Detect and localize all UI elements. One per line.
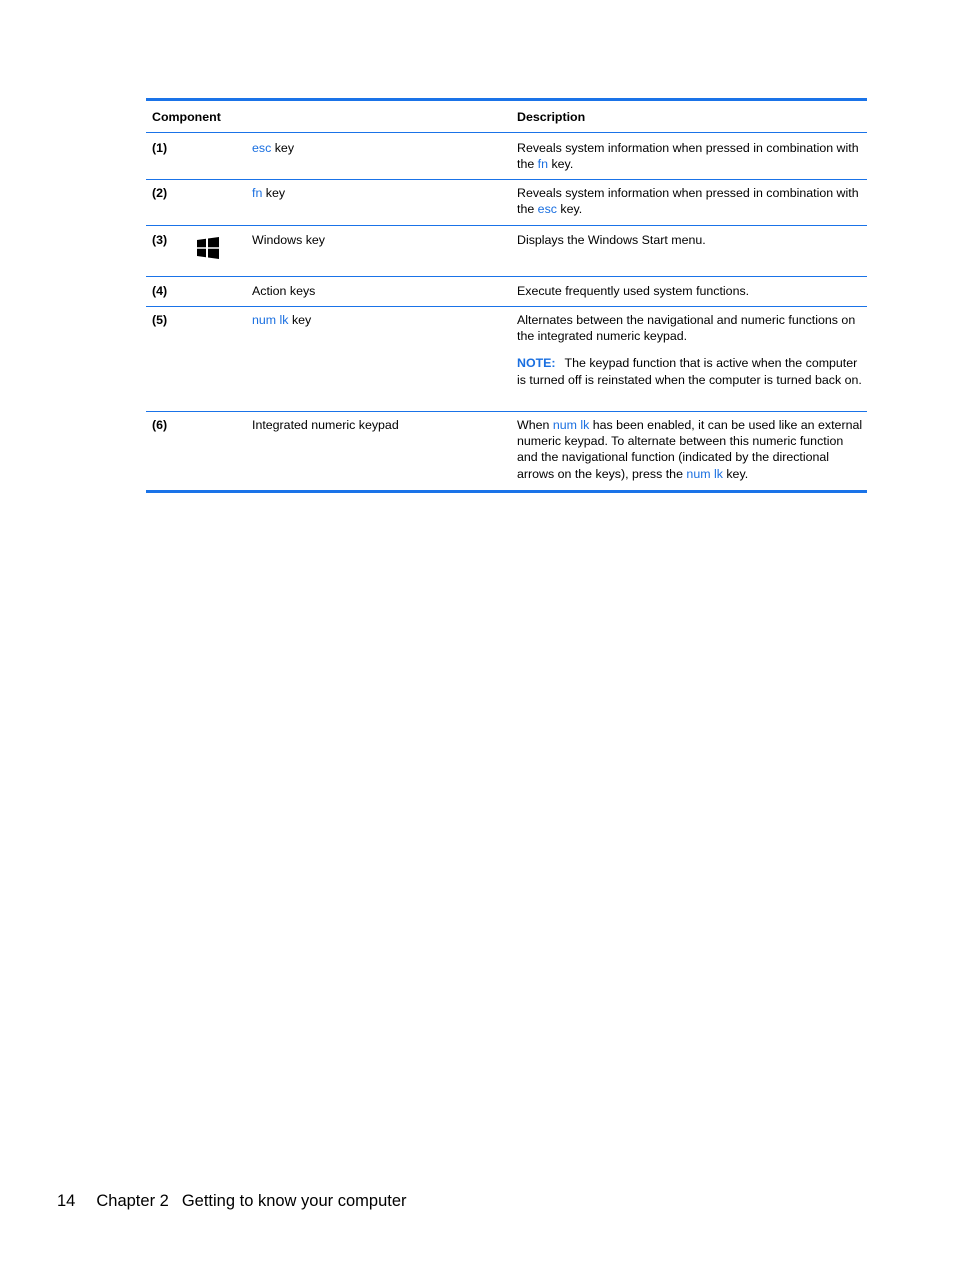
row-number: (6) [152,418,168,432]
page-number: 14 [57,1192,76,1210]
table-row [146,307,867,412]
key-name-suffix: key [262,186,286,200]
row-component-name: Integrated numeric keypad [252,418,399,432]
header-description: Description [517,110,586,124]
page-footer [57,1191,407,1211]
note-text: The keypad function that is active when the computer is turned off is reinstated when the computer is turned back on. [517,356,862,387]
row-component-name [252,180,517,225]
key-name-link: fn [252,186,263,200]
row-description [517,133,867,179]
row-icon-cell [196,277,252,306]
note-label: NOTE: [517,356,556,371]
row-icon-cell [196,226,252,276]
row-description [517,412,867,490]
row-description [517,180,867,225]
desc-key-link: fn [537,157,549,172]
table-header-row [146,101,867,133]
desc-text: When [517,418,553,432]
row-description: Execute frequently used system functions. [517,284,750,298]
row-number: (3) [152,233,168,247]
header-component: Component [152,110,221,124]
key-name-link: esc [252,141,272,155]
row-number: (1) [152,141,168,155]
desc-key-link: num lk [686,466,723,481]
component-table [146,98,867,493]
key-name-suffix: key [271,141,295,155]
desc-text-end: key. [556,202,583,217]
row-component-name [252,307,517,411]
row-icon-cell [196,180,252,225]
row-icon-cell [196,133,252,179]
table-row [146,133,867,180]
table-row [146,412,867,490]
chapter-label: Chapter 2 [96,1192,169,1210]
desc-key-link: num lk [552,418,590,432]
row-number: (5) [152,313,168,327]
row-description [517,307,867,411]
desc-text-end: key. [722,466,749,481]
desc-text: Reveals system information when pressed in combination with the [517,141,859,172]
desc-text-end: key. [548,157,574,172]
row-number: (4) [152,284,168,298]
key-name-link: num lk [252,313,289,327]
desc-text: Alternates between the navigational and numeric functions on the integrated numeric keypad. [517,313,856,344]
row-icon-cell [196,412,252,490]
table-row [146,180,867,226]
table-row [146,277,867,307]
chapter-title: Getting to know your computer [181,1192,407,1210]
row-number: (2) [152,186,168,200]
windows-logo-icon [196,236,220,260]
row-component-name: Windows key [252,233,325,247]
row-component-name [252,133,517,179]
row-icon-cell [196,307,252,411]
desc-text: Reveals system information when pressed in combination with the [517,186,859,217]
desc-text: has been enabled, it can be used like an external numeric keypad. To alternate between this numeric function and the navigational function (indicated by the directional arrows on the keys), press the [517,418,863,481]
key-name-suffix: key [288,313,312,327]
note-block [517,355,863,387]
table-row [146,226,867,277]
desc-key-link: esc [537,202,557,217]
row-component-name: Action keys [252,284,316,298]
row-description: Displays the Windows Start menu. [517,233,706,247]
